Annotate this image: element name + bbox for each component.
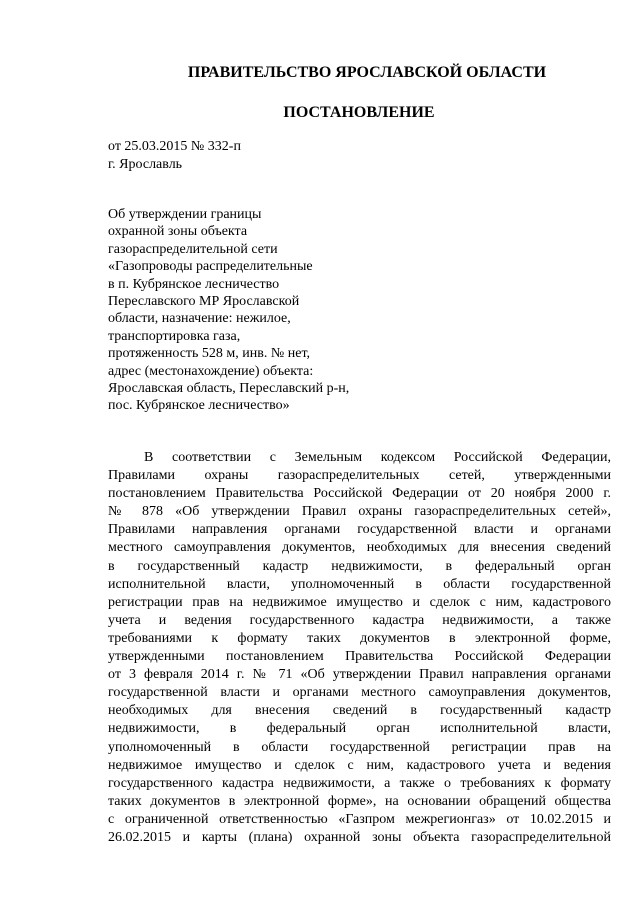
body-line: недвижимое имущество и сделок с ним, кадастрового учета и ведения: [108, 757, 611, 773]
subject-line: адрес (местонахождение) объекта:: [108, 363, 314, 379]
subject-line: пос. Кубрянское лесничество»: [108, 398, 290, 414]
subject-line: газораспределительной сети: [108, 241, 278, 257]
decree-subject: [108, 206, 349, 415]
decree-city: г. Ярославль: [108, 157, 183, 172]
decree-date-number: от 25.03.2015 № 332-п: [108, 139, 241, 154]
body-line: 26.02.2015 и карты (плана) охранной зоны объекта газораспределительной: [108, 829, 611, 845]
subject-line: Ярославская область, Переславский р-н,: [108, 381, 350, 397]
body-line: учета и ведения государственного кадастра недвижимости, а также: [108, 612, 611, 628]
body-line: от 3 февраля 2014 г. № 71 «Об утверждении Правил направления органами: [108, 667, 611, 683]
body-line: постановлением Правительства Российской Федерации от 20 ноября 2000 г.: [108, 486, 611, 502]
subject-line: протяженность 528 м, инв. № нет,: [108, 346, 311, 362]
body-line: местного самоуправления документов, необходимых для внесения сведений: [108, 540, 611, 556]
body-line: Правилами направления органами государственной власти и органами: [108, 522, 611, 538]
body-line: требованиями к формату таких документов в электронной форме,: [108, 630, 611, 646]
body-line: № 878 «Об утверждении Правил охраны газораспределительных сетей»,: [108, 504, 611, 520]
subject-line: в п. Кубрянское лесничество: [108, 276, 280, 292]
subject-line: области, назначение: нежилое,: [108, 311, 291, 327]
subject-line: охранной зоны объекта: [108, 224, 248, 240]
body-line: регистрации прав на недвижимое имущество и сделок с ним, кадастрового: [108, 594, 611, 610]
government-title: ПРАВИТЕЛЬСТВО ЯРОСЛАВСКОЙ ОБЛАСТИ: [187, 64, 547, 81]
subject-line: Об утверждении границы: [108, 207, 262, 222]
body-line: государственной власти и органами местного самоуправления документов,: [108, 685, 611, 701]
body-line: в государственный кадастр недвижимости, в федеральный орган: [108, 558, 611, 574]
subject-line: «Газопроводы распределительные: [108, 259, 313, 275]
body-line: необходимых для внесения сведений в государственный кадастр: [108, 703, 611, 719]
body-line: исполнительной власти, уполномоченный в области государственной: [108, 576, 611, 592]
subject-line: Переславского МР Ярославской: [108, 294, 300, 310]
body-line: утвержденными постановлением Правительства Российской Федерации: [108, 649, 611, 665]
body-line: Правилами охраны газораспределительных сетей, утвержденными: [108, 468, 611, 484]
body-line: государственного кадастра недвижимости, а также о требованиях к формату: [108, 775, 611, 791]
document-type-title: ПОСТАНОВЛЕНИЕ: [283, 104, 435, 121]
decree-meta: [108, 138, 241, 174]
body-line: таких документов в электронной форме», на основании обращений общества: [108, 793, 611, 809]
subject-line: транспортировка газа,: [108, 328, 241, 344]
body-line: уполномоченный в области государственной регистрации прав на: [108, 739, 611, 755]
body-line: с ограниченной ответственностью «Газпром межрегионгаз» от 10.02.2015 и: [108, 811, 611, 827]
body-line: недвижимости, в федеральный орган исполнительной власти,: [108, 721, 611, 737]
body-line: В соответствии с Земельным кодексом Российской Федерации,: [144, 450, 611, 465]
decree-body: [108, 449, 611, 847]
